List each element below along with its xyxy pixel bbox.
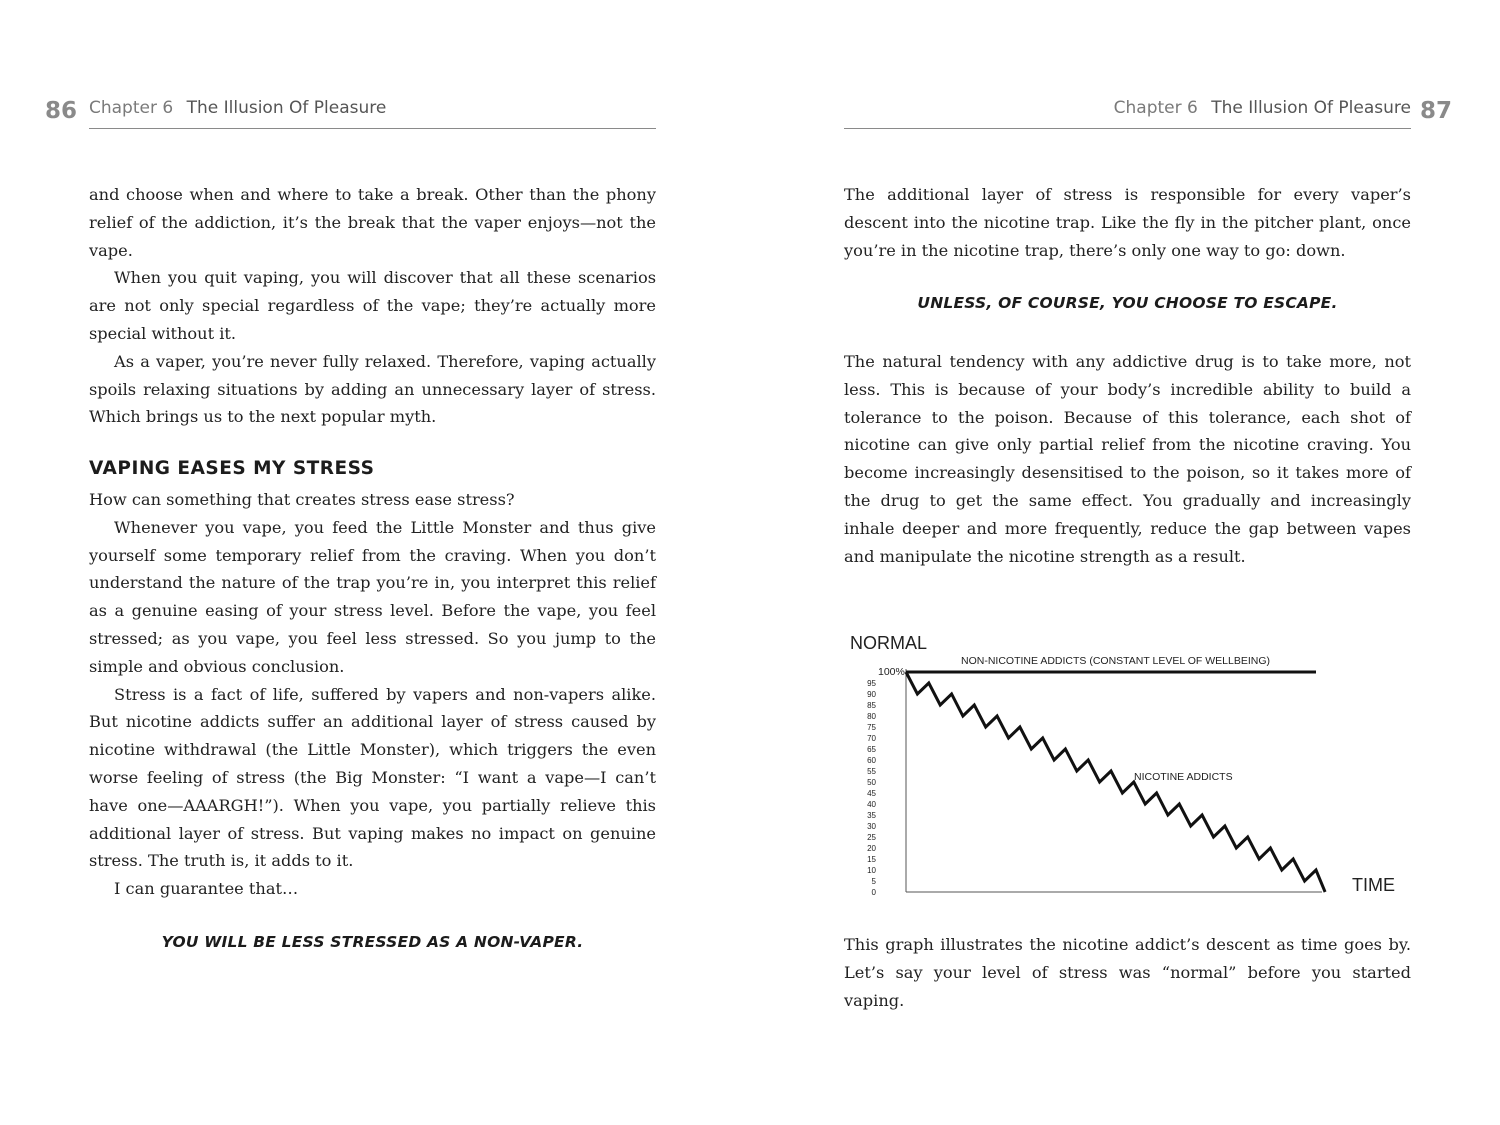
chapter-title: The Illusion Of Pleasure (1211, 98, 1411, 118)
chapter-label: Chapter 6 (89, 98, 174, 118)
y-tick-label: 35 (867, 811, 876, 820)
chapter-label: Chapter 6 (1113, 98, 1198, 118)
paragraph: Stress is a fact of life, suffered by vapers and non-vapers alike. But nicotine addicts suffer an additional layer of stress caused by nicotine withdrawal (the Little Monster), which triggers the even worse feeling of stress (the Big Monster: “I want a vape—I can’t have one—AAARGH!”). When you vape, you partially relieve this additional layer of stress. But vaping makes no impact on genuine stress. The truth is, it adds to it. (89, 684, 656, 871)
y-tick-label: 45 (867, 789, 876, 798)
callout-text: YOU WILL BE LESS STRESSED AS A NON-VAPER. (161, 933, 584, 951)
paragraph: I can guarantee that… (114, 879, 299, 899)
paragraph: The additional layer of stress is responsible for every vaper’s descent into the nicotine trap. Like the fly in the pitcher plant, once you’re in the nicotine trap, there’s only one way to go: down. (844, 185, 1411, 260)
x-axis-title: TIME (1352, 875, 1395, 895)
body-text-section (89, 486, 656, 903)
callout-text: UNLESS, OF COURSE, YOU CHOOSE TO ESCAPE. (917, 294, 1338, 312)
body-text-top (89, 181, 656, 431)
y-tick-label: 40 (867, 800, 876, 809)
y-tick-label: 20 (867, 844, 876, 853)
y-tick-label: 85 (867, 701, 876, 710)
y-tick-label: 95 (867, 679, 876, 688)
paragraph: When you quit vaping, you will discover that all these scenarios are not only special regardless of the vape; they’re actually more special without it. (89, 268, 656, 343)
y-tick-label: 50 (867, 778, 876, 787)
body-text-intro (844, 181, 1411, 264)
y-tick-label: 75 (867, 723, 876, 732)
right-page (750, 0, 1500, 1125)
section-heading: VAPING EASES MY STRESS (89, 458, 375, 479)
y-tick-label: 10 (867, 866, 876, 875)
y-tick-label: 15 (867, 855, 876, 864)
y-tick-label: 5 (871, 877, 876, 886)
chapter-title: The Illusion Of Pleasure (186, 98, 387, 118)
page-number: 86 (45, 98, 78, 124)
paragraph: and choose when and where to take a break. Other than the phony relief of the addiction, it’s the break that the vaper enjoys—not the vape. (89, 185, 656, 260)
y-tick-label: 100% (878, 666, 905, 678)
y-tick-label: 25 (867, 833, 876, 842)
y-tick-label: 0 (871, 888, 876, 897)
y-tick-label: 65 (867, 745, 876, 754)
y-tick-label: 30 (867, 822, 876, 831)
paragraph: Whenever you vape, you feed the Little Monster and thus give yourself some temporary relief from the craving. When you don’t understand the nature of the trap you’re in, you interpret this relief as a genuine easing of your stress level. Before the vape, you feel stressed; as you vape, you feel less stressed. So you jump to the simple and obvious conclusion. (89, 517, 656, 676)
running-header (844, 98, 1411, 129)
running-header (89, 98, 656, 129)
y-tick-label: 80 (867, 712, 876, 721)
page-number: 87 (1420, 98, 1453, 124)
y-tick-label: 70 (867, 734, 876, 743)
body-text-caption (844, 931, 1411, 1014)
paragraph: As a vaper, you’re never fully relaxed. Therefore, vaping actually spoils relaxing situations by adding an unnecessary layer of stress. Which brings us to the next popular myth. (89, 351, 656, 427)
stress-graph (840, 625, 1420, 910)
body-text-main (844, 348, 1411, 570)
y-tick-label: 60 (867, 756, 876, 765)
paragraph: The natural tendency with any addictive drug is to take more, not less. This is because of your body’s incredible ability to build a tolerance to the poison. Because of this tolerance, each shot of nicotine can give only partial relief from the nicotine craving. You become increasingly desensitised to the poison, so it takes more of the drug to get the same effect. You gradually and increasingly inhale deeper and more frequently, reduce the gap between vapes and manipulate the nicotine strength as a result. (844, 352, 1411, 566)
paragraph: How can something that creates stress ease stress? (89, 490, 515, 509)
y-tick-label: 90 (867, 690, 876, 699)
series-line-nicotine-addicts (906, 672, 1325, 892)
series-label-nicotine-addicts: NICOTINE ADDICTS (1134, 771, 1233, 783)
series-label-non-nicotine: NON-NICOTINE ADDICTS (CONSTANT LEVEL OF WELLBEING) (961, 655, 1271, 667)
y-axis-title: NORMAL (850, 633, 928, 653)
y-tick-label: 55 (867, 767, 876, 776)
paragraph: This graph illustrates the nicotine addict’s descent as time goes by. Let’s say your level of stress was “normal” before you started vaping. (844, 935, 1411, 1010)
